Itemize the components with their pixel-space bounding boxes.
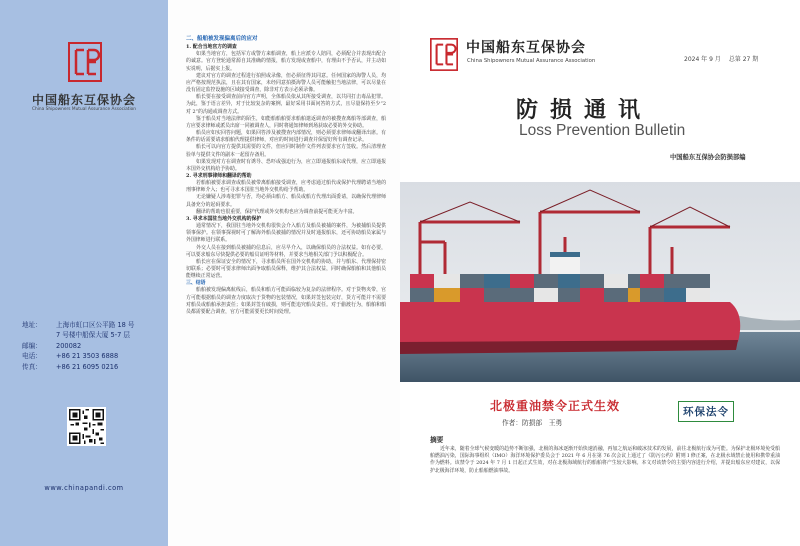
postcode-label: 邮编： <box>22 341 42 350</box>
paragraph: 无论嫌疑人涉毒犯罪与否，均必须由船方、船员或船方代理出面委请，以确保代理律师具备充分的起码要求。 <box>186 194 386 208</box>
cpi-logo-icon <box>68 42 102 82</box>
issue-number: 总第 27 期 <box>728 56 759 63</box>
paragraph: 鉴于船员对当地法律的陌生，如能船船舶要求船舶遣返调查的被搜查离船等部调查，船方应要求律师或派员出席一同被调查人，同时将通知律师到场获取必要的外交协助。 <box>186 115 386 129</box>
org-name-cn: 中国船东互保协会 <box>466 40 586 56</box>
abstract-text: 近年来，随着全球气候变暖的趋势不断加强，北极的海冰逐渐开始快速消融，再加之航运和破冰技术的发展，前往北极航行成为可能。为保护北极环境免受船舶燃油污染，国际海事组织（IMO）海洋环境保护委员会于 2021 年 6 月在第 76 次会议上通过了《防污公约》附则 I 修正案，在北极水域禁止使用和携带重油作为燃料。该禁令于 2024 年 7 月 1 日起正式生效，对在北极海域航行的船舶将产生较大影响。本文对该禁令的主要内容进行介绍，并提出船东应对建议，以保护北极海洋环境，防止船舶燃油事故。 <box>430 446 780 474</box>
section-heading: 二、船舶被发现偏离后的应对 <box>186 36 258 42</box>
paragraph: 通常情况下，我国驻当地外交机构很快会介入船方及船员被捕的案件，为被捕船员提供领事保护。在领事探视时可了解海外船员被捕的情况并及时通报船东，还可协助船员家属与外国律师进行联系。 <box>186 223 386 244</box>
inside-page <box>168 0 400 546</box>
paragraph: 翻译的帮助也很重要，保护代理或外交机构也应为调查前提可能更为丰富。 <box>196 208 358 215</box>
paragraph: 船长可以向官方提供其需要的文件，但应同时制作文件列表要求官方签收。然后清理查验单与提供文件的副本一起留存备用。 <box>186 144 386 158</box>
qr-code-icon <box>67 407 106 446</box>
paragraph: 若船舶被要求调查或船员被带离船舶接受调查，应考虑通过船代或保护代理聘请当地的刑事律师介入；也可寻求本国驻当地外交机构给予帮助。 <box>186 180 386 194</box>
paragraph: 船长要在接受调查前向官方声明，全体船员依从其所接受调查，以共同打击毒品犯罪。为此，鉴于语言差异，对于比较复杂的案例，最好采用书面问答的方式，且尽量保持至少“2 对 2”的沟通或调查方式。 <box>186 94 386 115</box>
fax-label: 传真： <box>22 362 42 371</box>
subheading-conclusion: 三、结语 <box>186 280 206 287</box>
editor-department: 中国船东互保协会防损部编 <box>670 154 746 161</box>
subheading-3: 3. 寻求本国驻当地外交机构的保护 <box>186 215 262 222</box>
paragraph: 船员应如实回答问题，如果回答涉及被搜查内部情况，则必须要求律师或翻译出席。有条件的话需要请求船舶代理提供律师，对应的时间进行调查并保留好所有调查记录。 <box>186 130 386 144</box>
contact-info <box>22 320 135 372</box>
address-line1: 上海市虹口区公平路 18 号 <box>56 321 135 329</box>
paragraph: 建议对官方的调查过程进行拍照或录像，但必须征得其同意。任何国家的海警人员，均应严格按规范执法，且在其有国家，未经同意拍摄海警人员可能触犯当地法律，可以尽量在没有固定监控设施的区域接受调查，除非对方表示必须录像。 <box>186 72 386 94</box>
paragraph: 船长应在保证安全的情况下，寻求船员所在国外交机构的协助，并与船东、代理保持密切联系；必要时可要求律师出面争取船员保释，维护其合法权益，同时确保船舶和其他船员能继续正常运营。 <box>186 258 386 280</box>
paragraph: 如果发现对方在调查时有诱导、恐吓或强迫行为，应立即通报船东或代理，应立即通报本国外交机构给予协助。 <box>186 158 386 172</box>
front-cover <box>400 0 800 546</box>
org-name-en: China Shipowners Mutual Assurance Association <box>31 107 137 112</box>
paragraph: 外交人员在接到船员被捕的信息后，应尽早介入，以确保船员的合法权益。如有必要，可以要求船东尽快提供必要的船员证明等材料，并要求当地相关部门予以积极配合。 <box>186 244 386 258</box>
phone: +86 21 3503 6888 <box>56 352 119 361</box>
article-body <box>186 36 386 316</box>
back-cover-panel <box>0 0 168 546</box>
article-author: 作者：防损部 王勇 <box>502 419 563 427</box>
paragraph: 如果当地官方，包括军方或警方来船调查，船上应派专人陪同，必须配合并表现出配合的诚意。官方登轮通常源自其准确的情报，船方发现或查船中，有理由不予否认，并主动如实说明，后据实上报。 <box>186 51 386 72</box>
issue-date: 2024 年 9 月 <box>684 56 721 63</box>
org-name-cn: 中国船东互保协会 <box>31 93 136 107</box>
magazine-title-en: Loss Prevention Bulletin <box>519 122 686 139</box>
postcode: 200082 <box>56 341 82 350</box>
category-tag: 环保法令 <box>678 401 734 422</box>
cpi-logo-icon <box>430 38 458 71</box>
website-link[interactable]: www.chinapandi.com <box>44 484 124 492</box>
fax: +86 21 6095 0216 <box>56 362 119 371</box>
subheading-1: 1. 配合当地官方的调查 <box>186 44 237 51</box>
address-line2: 7 号楼中船保大厦 5-7 层 <box>56 331 131 340</box>
container-ship-photo <box>400 182 800 382</box>
issue-info <box>684 54 766 63</box>
paragraph: 船舶被发现偏离航线后，船员和船方可能面临较为复杂的法律程序。对于货物夹带，官方可能根据船员的调查力度取决于货物的包装情况，如果封签包装完好，货方可能并不需要对船员或船舶承担责任；如果封签有破损，则可能追究船员责任。对于偷渡行为，船舶和船员都需要配合调查，官方可能需要更长时间处理。 <box>186 287 386 315</box>
article-title: 北极重油禁令正式生效 <box>490 399 621 413</box>
address-label: 地址： <box>22 321 42 329</box>
org-name-en: China Shipowners Mutual Assurance Association <box>467 58 596 64</box>
magazine-title-cn: 防损通讯 <box>516 98 653 123</box>
subheading-2: 2. 寻求刑事律师和翻译的帮助 <box>186 172 252 179</box>
phone-label: 电话： <box>22 352 42 361</box>
abstract-label: 摘要 <box>430 436 444 444</box>
